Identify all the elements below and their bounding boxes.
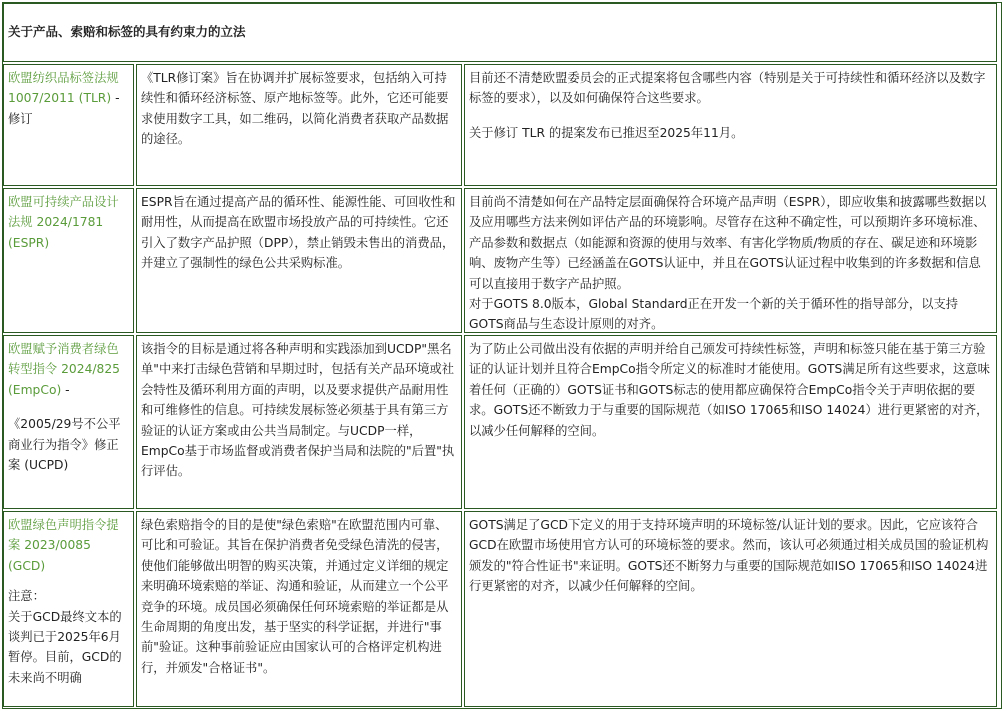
law-link-gcd[interactable]: 欧盟绿色声明指令提案 2023/0085 (GCD) bbox=[8, 518, 119, 573]
law-link-empco[interactable]: 欧盟赋予消费者绿色转型指令 2024/825 (EmpCo) bbox=[8, 342, 121, 397]
gots-cell-espr bbox=[464, 188, 997, 333]
law-link-tlr[interactable]: 欧盟纺织品标签法规 1007/2011 (TLR) bbox=[8, 71, 119, 106]
law-cell-tlr bbox=[3, 64, 134, 186]
gots-cell-gcd bbox=[464, 511, 997, 707]
law-suffix: - 修订 bbox=[8, 91, 120, 126]
paragraph-gap bbox=[469, 109, 992, 123]
gots-paragraph: 目前还不清楚欧盟委员会的正式提案将包含哪些内容（特别是关于可持续性和循环经济以及数字标签的要求），以及如何确保符合这些要求。 bbox=[469, 71, 986, 106]
gots-cell-empco bbox=[464, 335, 997, 509]
gots-paragraph: 关于修订 TLR 的提案发布已推迟至2025年11月。 bbox=[469, 125, 744, 140]
description-cell-tlr: 《TLR修订案》旨在协调并扩展标签要求，包括纳入可持续性和循环经济标签、原产地标签等。此外，它还可能要求使用数字工具，如二维码，以简化消费者获取产品数据的途径。 bbox=[136, 64, 462, 186]
gots-paragraph: 对于GOTS 8.0版本，Global Standard正在开发一个新的关于循环性的指导部分，以支持GOTS商品与生态设计原则的对齐。 bbox=[469, 297, 959, 332]
law-link-espr[interactable]: 欧盟可持续产品设计法规 2024/1781 (ESPR) bbox=[8, 195, 119, 250]
gots-paragraph: GOTS满足了GCD下定义的用于支持环境声明的环境标签/认证计划的要求。因此，它应该符合GCD在欧盟市场使用官方认可的环境标签的要求。然而，该认可必须通过相关成员国的验证机构颁发的"符合性证书"来证明。GOTS还不断努力与重要的国际规范如ISO 17065和ISO 14024进行更紧密的对齐，以减少任何解释的空间。 bbox=[469, 518, 989, 594]
law-cell-espr bbox=[3, 188, 134, 333]
gots-paragraph: 目前尚不清楚如何在产品特定层面确保符合环境产品声明（ESPR），即应收集和披露哪些数据以及应用哪些方法来例如评估产品的环境影响。尽管存在这种不确定性，可以预期许多环境标准、产品参数和数据点（如能源和资源的使用与效率、有害化学物质/物质的存在、碳足迹和环境影响、废物产生等）已经涵盖在GOTS认证中，并且在GOTS认证过程中收集到的许多数据和信息可以直接用于数字产品护照。 bbox=[469, 195, 987, 291]
law-note: 注意： 关于GCD最终文本的谈判已于2025年6月暂停。目前，GCD的未来尚不明确 bbox=[8, 589, 122, 685]
law-note: 《2005/29号不公平商业行为指令》修正案 (UCPD) bbox=[8, 417, 121, 473]
law-cell-gcd bbox=[3, 511, 134, 707]
gots-paragraph: 为了防止公司做出没有依据的声明并给自己颁发可持续性标签，声明和标签只能在基于第三方验证的认证计划并且符合EmpCo指令所定义的标准时才能使用。GOTS满足所有这些要求，这意味着任何（正确的）GOTS证书和GOTS标志的使用都应确保符合EmpCo指令关于声明依据的要求。GOTS还不断致力于与重要的国际规范（如ISO 17065和ISO 14024）进行更紧密的对齐，以减少任何解释的空间。 bbox=[469, 342, 990, 438]
table-heading: 关于产品、索赔和标签的具有约束力的立法 bbox=[3, 3, 997, 62]
law-cell-empco bbox=[3, 335, 134, 509]
description-cell-empco: 该指令的目标是通过将各种声明和实践添加到UCDP"黑名单"中来打击绿色营销和早期过时，包括有关产品环境或社会特性及循环利用方面的声明，以及要求提供产品耐用性和可维修性的信息。可持续发展标签必须基于具有第三方验证的认证方案或由公共当局制定。与UCDP一样，EmpCo基于市场监督或消费者保护当局和法院的"后置"执行评估。 bbox=[136, 335, 462, 509]
paragraph-gap bbox=[8, 400, 129, 414]
law-suffix: - bbox=[61, 382, 70, 397]
description-cell-gcd: 绿色索赔指令的目的是使"绿色索赔"在欧盟范围内可靠、可比和可验证。其旨在保护消费者免受绿色清洗的侵害，使他们能够做出明智的购买决策，并通过定义详细的规定来明确环境索赔的举证、沟通和验证，从而建立一个公平竞争的环境。成员国必须确保任何环境索赔的举证都是从生命周期的角度出发，基于坚实的科学证据，并进行"事前"验证。这种事前验证应由国家认可的合格评定机构进行，并颁发"合格证书"。 bbox=[136, 511, 462, 707]
paragraph-gap bbox=[8, 576, 129, 586]
description-cell-espr: ESPR旨在通过提高产品的循环性、能源性能、可回收性和耐用性，从而提高在欧盟市场投放产品的可持续性。它还引入了数字产品护照（DPP），禁止销毁未售出的消费品，并建立了强制性的绿色公共采购标准。 bbox=[136, 188, 462, 333]
gots-cell-tlr bbox=[464, 64, 997, 186]
